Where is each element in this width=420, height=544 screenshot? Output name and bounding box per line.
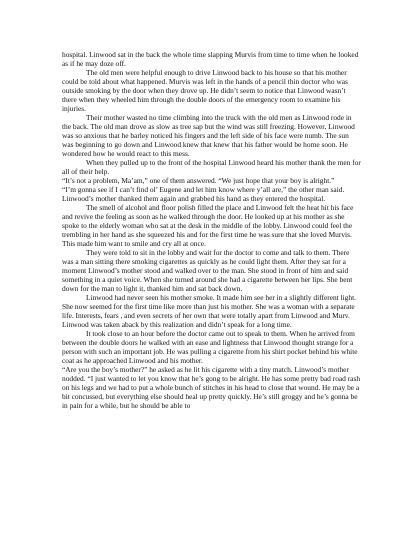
paragraph: When they pulled up to the front of the hospital Linwood heard his mother thank the men for all of their help. [62,158,361,176]
story-text [62,50,362,410]
paragraph: The smell of alcohol and floor polish filled the place and Linwood felt the heat hit his face and revive the feeling as soon as he walked through the door. He looked up at his mother as she spoke to the elderly woman who sat at the desk in the middle of the lobby. Linwood could feel the trembling in her hand as she squeezed his and for the first time he was sure that she loved Murvis. This made him want to smile and cry all at once. [62,203,354,248]
paragraph: Their mother wasted no time climbing into the truck with the old men as Linwood rode in the back. The old man drove as slow as tree sap but the wind was still freezing. However, Linwood was so anxious that he barley noticed his fingers and the left side of his face were numb. The sun was beginning to go down and Linwood knew that knew that his father would be home soon. He wondered how he would react to this mess. [62,113,355,158]
paragraph: The old men were helpful enough to drive Linwood back to his house so that his mother could be told about what happened. Murvis was left in the hands of a pencil thin doctor who was outside smoking by the door when they drove up. He didn’t seem to notice that Linwood wasn’t there when they wheeled him through the double doors of the emergency room to examine his injuries. [62,68,348,113]
paragraph: hospital. Linwood sat in the back the whole time slapping Murvis from time to time when he looked as if he may doze off. [62,50,359,68]
paragraph: Linwood had never seen his mother smoke. It made him see her in a slightly different light. She now seemed for the first time like more than just his mother. She was a woman with a separate life. Interests, fears , and even secrets of her own that were totally apart from Linwood and Murv. Linwood was taken aback by this realization and didn’t speak for a long time. [62,293,356,329]
paragraph: “Are you the boy’s mother?” he asked as he lit his cigarette with a tiny match. Linwood’s mother nodded. “I just wanted to let you know that he’s gong to be alright. He has some pretty bad road rash on his legs and we had to put a whole bunch of stitches in his head to close that wound. He may be a bit concussed, but everything else should heal up pretty quickly. He’s still groggy and he’s gonna be in pain for a while, but he should be able to [62,365,361,410]
paragraph: “It’s not a problem, Ma’am,” one of them answered. “We just hope that your boy is alright.” [62,176,335,185]
paragraph: They were told to sit in the lobby and wait for the doctor to come and talk to them. There was a man sitting there smoking cigarettes as quickly as he could light them. After they sat for a moment Linwood’s mother stood and walked over to the man. She stood in front of him and said something in a quiet voice. When she turned around she had a cigarette between her lips. She bent down for the man to light it, thanked him and sat back down. [62,248,353,293]
paragraph: “I’m gonna see if I can’t find ol’ Eugene and let him know where y’all are,” the other man said. Linwood’s mother thanked them again and grabbed his hand as they entered the hospital. [62,185,345,203]
paragraph: It took close to an hour before the doctor came out to speak to them. When he arrived from between the double doors he walked with an ease and lightness that Linwood thought strange for a person with such an important job. He was pulling a cigarette from his shirt pocket behind his white coat as he approached Linwood and his mother. [62,329,358,365]
